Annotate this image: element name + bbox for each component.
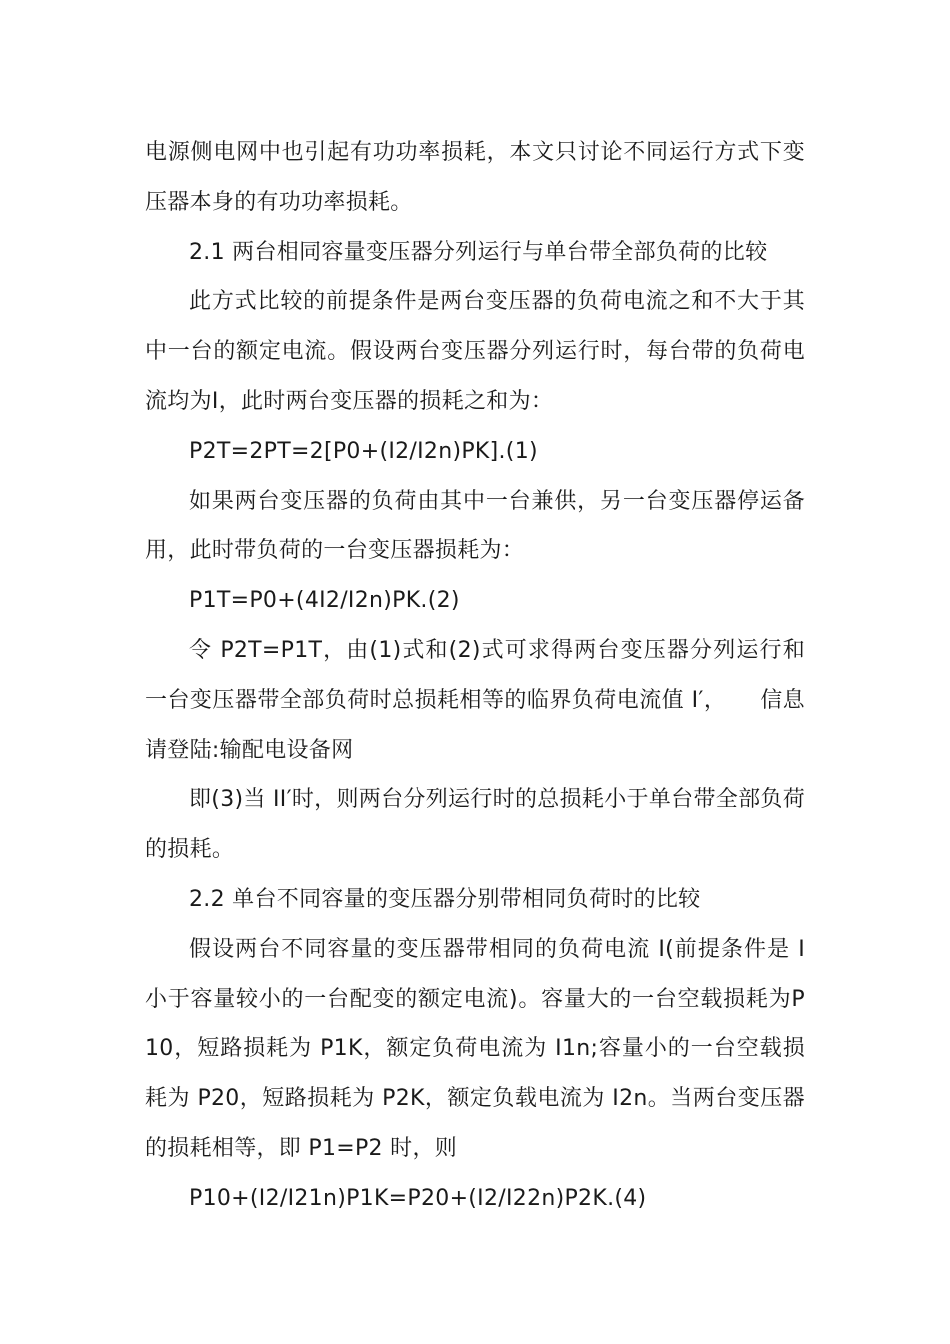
section-heading-2-2: 2.2 单台不同容量的变压器分别带相同负荷时的比较 xyxy=(189,886,701,912)
paragraph-single-supply: 如果两台变压器的负荷由其中一台兼供，另一台变压器停运备用，此时带负荷的一台变压器损耗为： xyxy=(145,488,805,564)
paragraph-different-capacity: 假设两台不同容量的变压器带相同的负荷电流 I(前提条件是 I 小于容量较小的一台配变的额定电流)。容量大的一台空载损耗为P10，短路损耗为 P1K，额定负荷电流为 I1n;容量小的一台空载损耗为 P20，短路损耗为 P2K，额定负载电流为 I2n。当两台变压器的损耗相等，即 P1=P2 时，则 xyxy=(145,936,805,1161)
formula-2: P1T=P0+(4I2/I2n)PK.(2) xyxy=(189,588,460,614)
paragraph-continuation: 电源侧电网中也引起有功功率损耗，本文只讨论不同运行方式下变压器本身的有功功率损耗。 xyxy=(145,140,805,215)
document-body xyxy=(145,128,805,1224)
paragraph-premise: 此方式比较的前提条件是两台变压器的负荷电流之和不大于其中一台的额定电流。假设两台变压器分列运行时，每台带的负荷电流均为I，此时两台变压器的损耗之和为： xyxy=(145,289,805,414)
section-heading-2-1: 2.1 两台相同容量变压器分列运行与单台带全部负荷的比较 xyxy=(189,239,768,265)
paragraph-condition-3: 即(3)当 II′时，则两台分列运行时的总损耗小于单台带全部负荷的损耗。 xyxy=(145,787,805,863)
formula-1: P2T=2PT=2[P0+(I2/I2n)PK].(1) xyxy=(189,438,538,464)
paragraph-critical-current: 令 P2T=P1T，由(1)式和(2)式可求得两台变压器分列运行和一台变压器带全部负荷时总损耗相等的临界负荷电流值 I′， 信息请登陆:输配电设备网 xyxy=(145,637,805,763)
formula-4: P10+(I2/I21n)P1K=P20+(I2/I22n)P2K.(4) xyxy=(189,1185,647,1211)
